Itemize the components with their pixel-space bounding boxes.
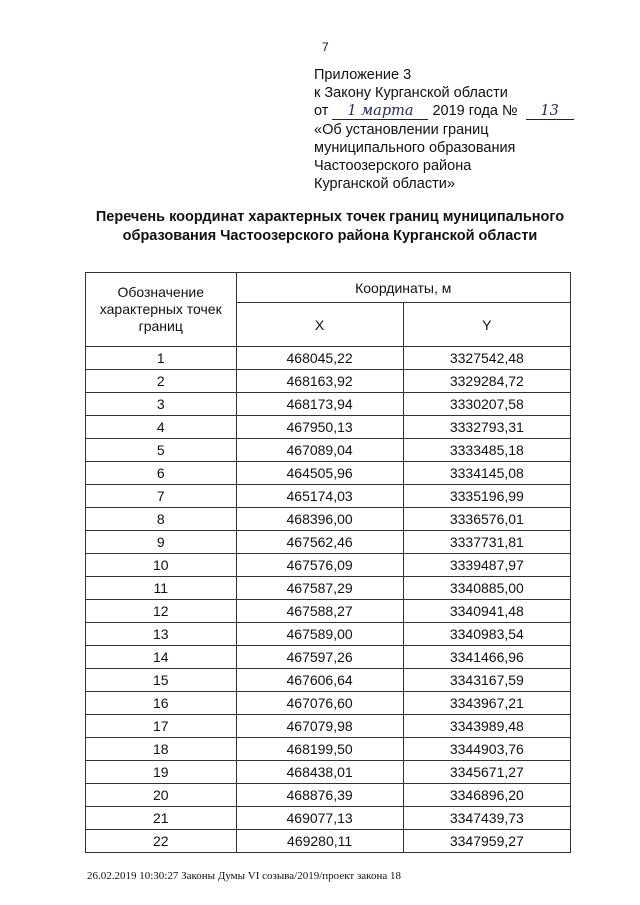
header-point-label: Обозначение характерных точек границ <box>86 273 237 347</box>
point-number-cell: 21 <box>86 807 237 830</box>
point-number-cell: 7 <box>86 485 237 508</box>
table-row <box>86 416 571 439</box>
x-coordinate-cell: 467576,09 <box>236 554 403 577</box>
y-coordinate-cell: 3343167,59 <box>403 669 570 692</box>
header-coordinates: Координаты, м <box>236 273 571 303</box>
x-coordinate-cell: 467079,98 <box>236 715 403 738</box>
point-number-cell: 17 <box>86 715 237 738</box>
table-row <box>86 692 571 715</box>
x-coordinate-cell: 468045,22 <box>236 347 403 370</box>
table-row <box>86 738 571 761</box>
table-row <box>86 761 571 784</box>
point-number-cell: 20 <box>86 784 237 807</box>
table-row <box>86 554 571 577</box>
x-coordinate-cell: 469077,13 <box>236 807 403 830</box>
y-coordinate-cell: 3337731,81 <box>403 531 570 554</box>
page-number: 7 <box>322 40 329 54</box>
table-row <box>86 508 571 531</box>
y-coordinate-cell: 3343989,48 <box>403 715 570 738</box>
table-row <box>86 393 571 416</box>
coordinates-table-body <box>86 347 571 853</box>
y-coordinate-cell: 3327542,48 <box>403 347 570 370</box>
point-number-cell: 2 <box>86 370 237 393</box>
x-coordinate-cell: 465174,03 <box>236 485 403 508</box>
document-title-line-2: образования Частоозерского района Курганской области <box>122 227 538 244</box>
annex-line-1: Приложение 3 <box>314 67 412 83</box>
x-coordinate-cell: 467589,00 <box>236 623 403 646</box>
header-x: X <box>236 303 403 347</box>
annex-line-5: муниципального образования <box>314 139 516 156</box>
x-coordinate-cell: 464505,96 <box>236 462 403 485</box>
point-number-cell: 15 <box>86 669 237 692</box>
table-row <box>86 531 571 554</box>
x-coordinate-cell: 467089,04 <box>236 439 403 462</box>
y-coordinate-cell: 3347439,73 <box>403 807 570 830</box>
x-coordinate-cell: 468173,94 <box>236 393 403 416</box>
y-coordinate-cell: 3329284,72 <box>403 370 570 393</box>
point-number-cell: 22 <box>86 830 237 853</box>
x-coordinate-cell: 467597,26 <box>236 646 403 669</box>
table-row <box>86 370 571 393</box>
x-coordinate-cell: 468876,39 <box>236 784 403 807</box>
handwritten-date: 1 марта <box>332 104 428 120</box>
point-number-cell: 4 <box>86 416 237 439</box>
y-coordinate-cell: 3334145,08 <box>403 462 570 485</box>
table-row <box>86 623 571 646</box>
y-coordinate-cell: 3341466,96 <box>403 646 570 669</box>
point-number-cell: 10 <box>86 554 237 577</box>
table-row <box>86 347 571 370</box>
x-coordinate-cell: 468396,00 <box>236 508 403 531</box>
annex-line-6: Частоозерского района <box>314 158 472 175</box>
y-coordinate-cell: 3340983,54 <box>403 623 570 646</box>
y-coordinate-cell: 3346896,20 <box>403 784 570 807</box>
y-coordinate-cell: 3339487,97 <box>403 554 570 577</box>
y-coordinate-cell: 3345671,27 <box>403 761 570 784</box>
annex-date-suffix: 2019 года № <box>432 103 518 120</box>
point-number-cell: 13 <box>86 623 237 646</box>
point-number-cell: 5 <box>86 439 237 462</box>
annex-date-prefix: от <box>314 103 329 120</box>
point-number-cell: 14 <box>86 646 237 669</box>
y-coordinate-cell: 3340885,00 <box>403 577 570 600</box>
x-coordinate-cell: 467587,29 <box>236 577 403 600</box>
point-number-cell: 11 <box>86 577 237 600</box>
coordinates-table <box>85 272 571 853</box>
y-coordinate-cell: 3347959,27 <box>403 830 570 853</box>
y-coordinate-cell: 3343967,21 <box>403 692 570 715</box>
document-title-line-1: Перечень координат характерных точек границ муниципального <box>95 209 565 225</box>
annex-date-line <box>314 102 614 120</box>
point-number-cell: 6 <box>86 462 237 485</box>
footer-stamp: 26.02.2019 10:30:27 Законы Думы VI созыва/2019/проект закона 18 <box>87 870 401 882</box>
table-row <box>86 646 571 669</box>
y-coordinate-cell: 3332793,31 <box>403 416 570 439</box>
annex-line-4: «Об установлении границ <box>314 121 489 138</box>
annex-line-7: Курганской области» <box>314 176 455 193</box>
x-coordinate-cell: 469280,11 <box>236 830 403 853</box>
x-coordinate-cell: 467076,60 <box>236 692 403 715</box>
x-coordinate-cell: 467562,46 <box>236 531 403 554</box>
x-coordinate-cell: 467588,27 <box>236 600 403 623</box>
x-coordinate-cell: 468438,01 <box>236 761 403 784</box>
y-coordinate-cell: 3330207,58 <box>403 393 570 416</box>
x-coordinate-cell: 467606,64 <box>236 669 403 692</box>
table-row <box>86 715 571 738</box>
table-row <box>86 807 571 830</box>
point-number-cell: 19 <box>86 761 237 784</box>
annex-line-2: к Закону Курганской области <box>314 85 508 102</box>
annex-header <box>314 66 614 193</box>
x-coordinate-cell: 467950,13 <box>236 416 403 439</box>
point-number-cell: 16 <box>86 692 237 715</box>
table-row <box>86 830 571 853</box>
point-number-cell: 8 <box>86 508 237 531</box>
table-row <box>86 669 571 692</box>
table-row <box>86 439 571 462</box>
table-row <box>86 784 571 807</box>
y-coordinate-cell: 3336576,01 <box>403 508 570 531</box>
y-coordinate-cell: 3340941,48 <box>403 600 570 623</box>
x-coordinate-cell: 468163,92 <box>236 370 403 393</box>
point-number-cell: 12 <box>86 600 237 623</box>
table-row <box>86 485 571 508</box>
table-row <box>86 577 571 600</box>
y-coordinate-cell: 3335196,99 <box>403 485 570 508</box>
header-y: Y <box>403 303 570 347</box>
table-row <box>86 600 571 623</box>
point-number-cell: 1 <box>86 347 237 370</box>
table-row <box>86 462 571 485</box>
y-coordinate-cell: 3344903,76 <box>403 738 570 761</box>
document-title <box>40 208 620 245</box>
point-number-cell: 3 <box>86 393 237 416</box>
point-number-cell: 18 <box>86 738 237 761</box>
x-coordinate-cell: 468199,50 <box>236 738 403 761</box>
y-coordinate-cell: 3333485,18 <box>403 439 570 462</box>
handwritten-law-number: 13 <box>526 104 574 120</box>
point-number-cell: 9 <box>86 531 237 554</box>
